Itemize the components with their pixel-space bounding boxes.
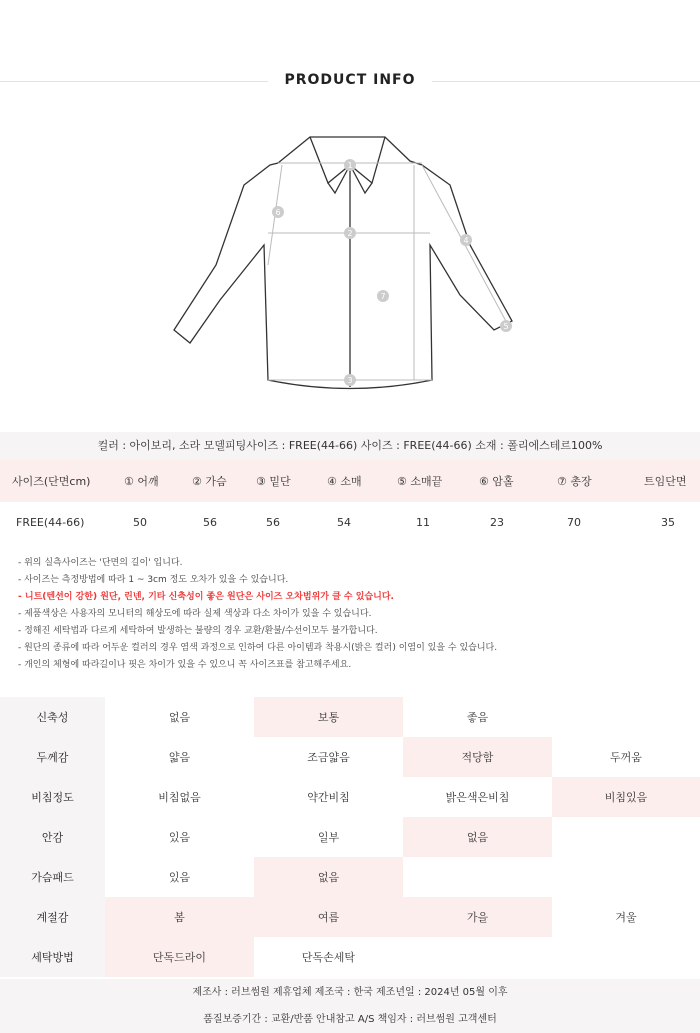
attribute-option: 약간비침 (307, 791, 350, 804)
size-header-cuff: ⑤ 소매끝 (397, 475, 443, 488)
attribute-option: 겨울 (615, 911, 637, 924)
attribute-row (0, 857, 700, 897)
shirt-diagram (160, 125, 540, 405)
marker-1-label: 1 (347, 161, 353, 170)
footer-warranty: 품질보증기간 : 교환/반품 안내참고 A/S 책임자 : 러브썸원 고객센터 (203, 1014, 497, 1025)
marker-5-label: 5 (503, 322, 509, 331)
attribute-option: 일부 (317, 831, 340, 844)
attribute-option: 있음 (168, 831, 191, 844)
attribute-row (0, 697, 700, 737)
note-item: - 사이즈는 측정방법에 따라 1 ~ 3cm 정도 오차가 있을 수 있습니다. (18, 575, 289, 585)
attribute-option: 좋음 (466, 711, 489, 724)
attribute-option: 얇음 (168, 751, 191, 764)
attribute-option: 단독드라이 (105, 937, 254, 977)
attribute-option: 조금얇음 (307, 751, 350, 764)
marker-7-label: 7 (380, 292, 386, 301)
attribute-label: 가슴패드 (0, 857, 105, 897)
size-sleeve-value: 54 (337, 515, 351, 529)
attribute-option (552, 857, 700, 897)
attribute-option: 여름 (254, 897, 403, 937)
attribute-label: 세탁방법 (0, 937, 105, 977)
size-row-label: FREE(44-66) (16, 515, 85, 529)
size-header-chest: ② 가슴 (192, 475, 227, 488)
attribute-label: 신축성 (0, 697, 105, 737)
note-item-warning: - 니트(텐션이 강한) 원단, 린넨, 기타 신축성이 좋은 원단은 사이즈 오차범위가 클 수 있습니다. (18, 592, 394, 602)
page-title: PRODUCT INFO (284, 72, 416, 88)
size-slit-value: 35 (661, 515, 675, 529)
size-header-length: ⑦ 총장 (557, 475, 592, 488)
marker-2-label: 2 (347, 229, 353, 238)
size-table-row (0, 502, 700, 542)
attribute-option (552, 817, 700, 857)
size-header-armhole: ⑥ 암홀 (479, 475, 514, 488)
size-notes (18, 555, 698, 674)
size-header-shoulder: ① 어깨 (124, 475, 159, 488)
size-hem-value: 56 (266, 515, 280, 529)
size-header-slit: 트임단면 (644, 475, 687, 488)
attribute-row (0, 737, 700, 777)
note-item: - 위의 실측사이즈는 '단면의 길이' 입니다. (18, 558, 183, 568)
attribute-option (552, 697, 700, 737)
size-chest-value: 56 (203, 515, 217, 529)
attribute-option: 없음 (168, 711, 191, 724)
attribute-option: 비침없음 (158, 791, 201, 804)
note-item: - 원단의 종류에 따라 어두운 컬러의 경우 염색 과정으로 인하여 다른 아이템과 착용시(밝은 컬러) 이염이 있을 수 있습니다. (18, 643, 498, 653)
size-cuff-value: 11 (416, 515, 430, 529)
marker-4-label: 4 (463, 236, 469, 245)
attribute-option: 적당함 (403, 737, 552, 777)
attribute-label: 계절감 (0, 897, 105, 937)
section-header (0, 62, 700, 102)
fabric-attributes-table (0, 697, 700, 977)
attribute-option: 밝은색은비침 (445, 791, 510, 804)
attribute-option: 두꺼움 (610, 751, 642, 764)
divider-right (432, 81, 700, 82)
size-header-sleeve: ④ 소매 (327, 475, 362, 488)
size-header-hem: ③ 밑단 (256, 475, 291, 488)
attribute-option: 보통 (254, 697, 403, 737)
marker-6-label: 6 (275, 208, 281, 217)
attribute-option: 가을 (403, 897, 552, 937)
attribute-option (403, 857, 552, 897)
attribute-option: 없음 (403, 817, 552, 857)
attribute-option: 봄 (105, 897, 254, 937)
product-info-line: 컬러 : 아이보리, 소라 모델피팅사이즈 : FREE(44-66) 사이즈 : FREE(44-66) 소재 : 폴리에스테르100% (0, 432, 700, 460)
marker-3-label: 3 (347, 376, 353, 385)
attribute-row (0, 817, 700, 857)
attribute-option: 단독손세탁 (301, 951, 356, 964)
note-item: - 제품색상은 사용자의 모니터의 해상도에 따라 실제 색상과 다소 차이가 있을 수 있습니다. (18, 609, 372, 619)
attribute-row (0, 897, 700, 937)
attribute-option (552, 937, 700, 977)
attribute-label: 안감 (0, 817, 105, 857)
attribute-option: 비침있음 (552, 777, 700, 817)
size-header-label: 사이즈(단면cm) (12, 475, 91, 488)
footer-manufacturer: 제조사 : 러브썸원 제휴업체 제조국 : 한국 제조년일 : 2024년 05월 이후 (192, 987, 508, 998)
attribute-label: 두께감 (0, 737, 105, 777)
attribute-option: 없음 (254, 857, 403, 897)
note-item: - 개인의 체형에 따라길이나 핏은 차이가 있을 수 있으니 꼭 사이즈표를 참고해주세요. (18, 660, 352, 670)
footer-info (0, 979, 700, 1033)
size-length-value: 70 (567, 515, 581, 529)
attribute-row (0, 937, 700, 977)
attribute-row (0, 777, 700, 817)
attribute-label: 비침정도 (0, 777, 105, 817)
note-item: - 정해진 세탁법과 다르게 세탁하여 발생하는 불량의 경우 교환/환불/수선이모두 불가합니다. (18, 626, 378, 636)
attribute-option: 있음 (168, 871, 191, 884)
size-shoulder-value: 50 (133, 515, 147, 529)
size-table-header (0, 460, 700, 502)
attribute-option (403, 937, 552, 977)
size-armhole-value: 23 (490, 515, 504, 529)
